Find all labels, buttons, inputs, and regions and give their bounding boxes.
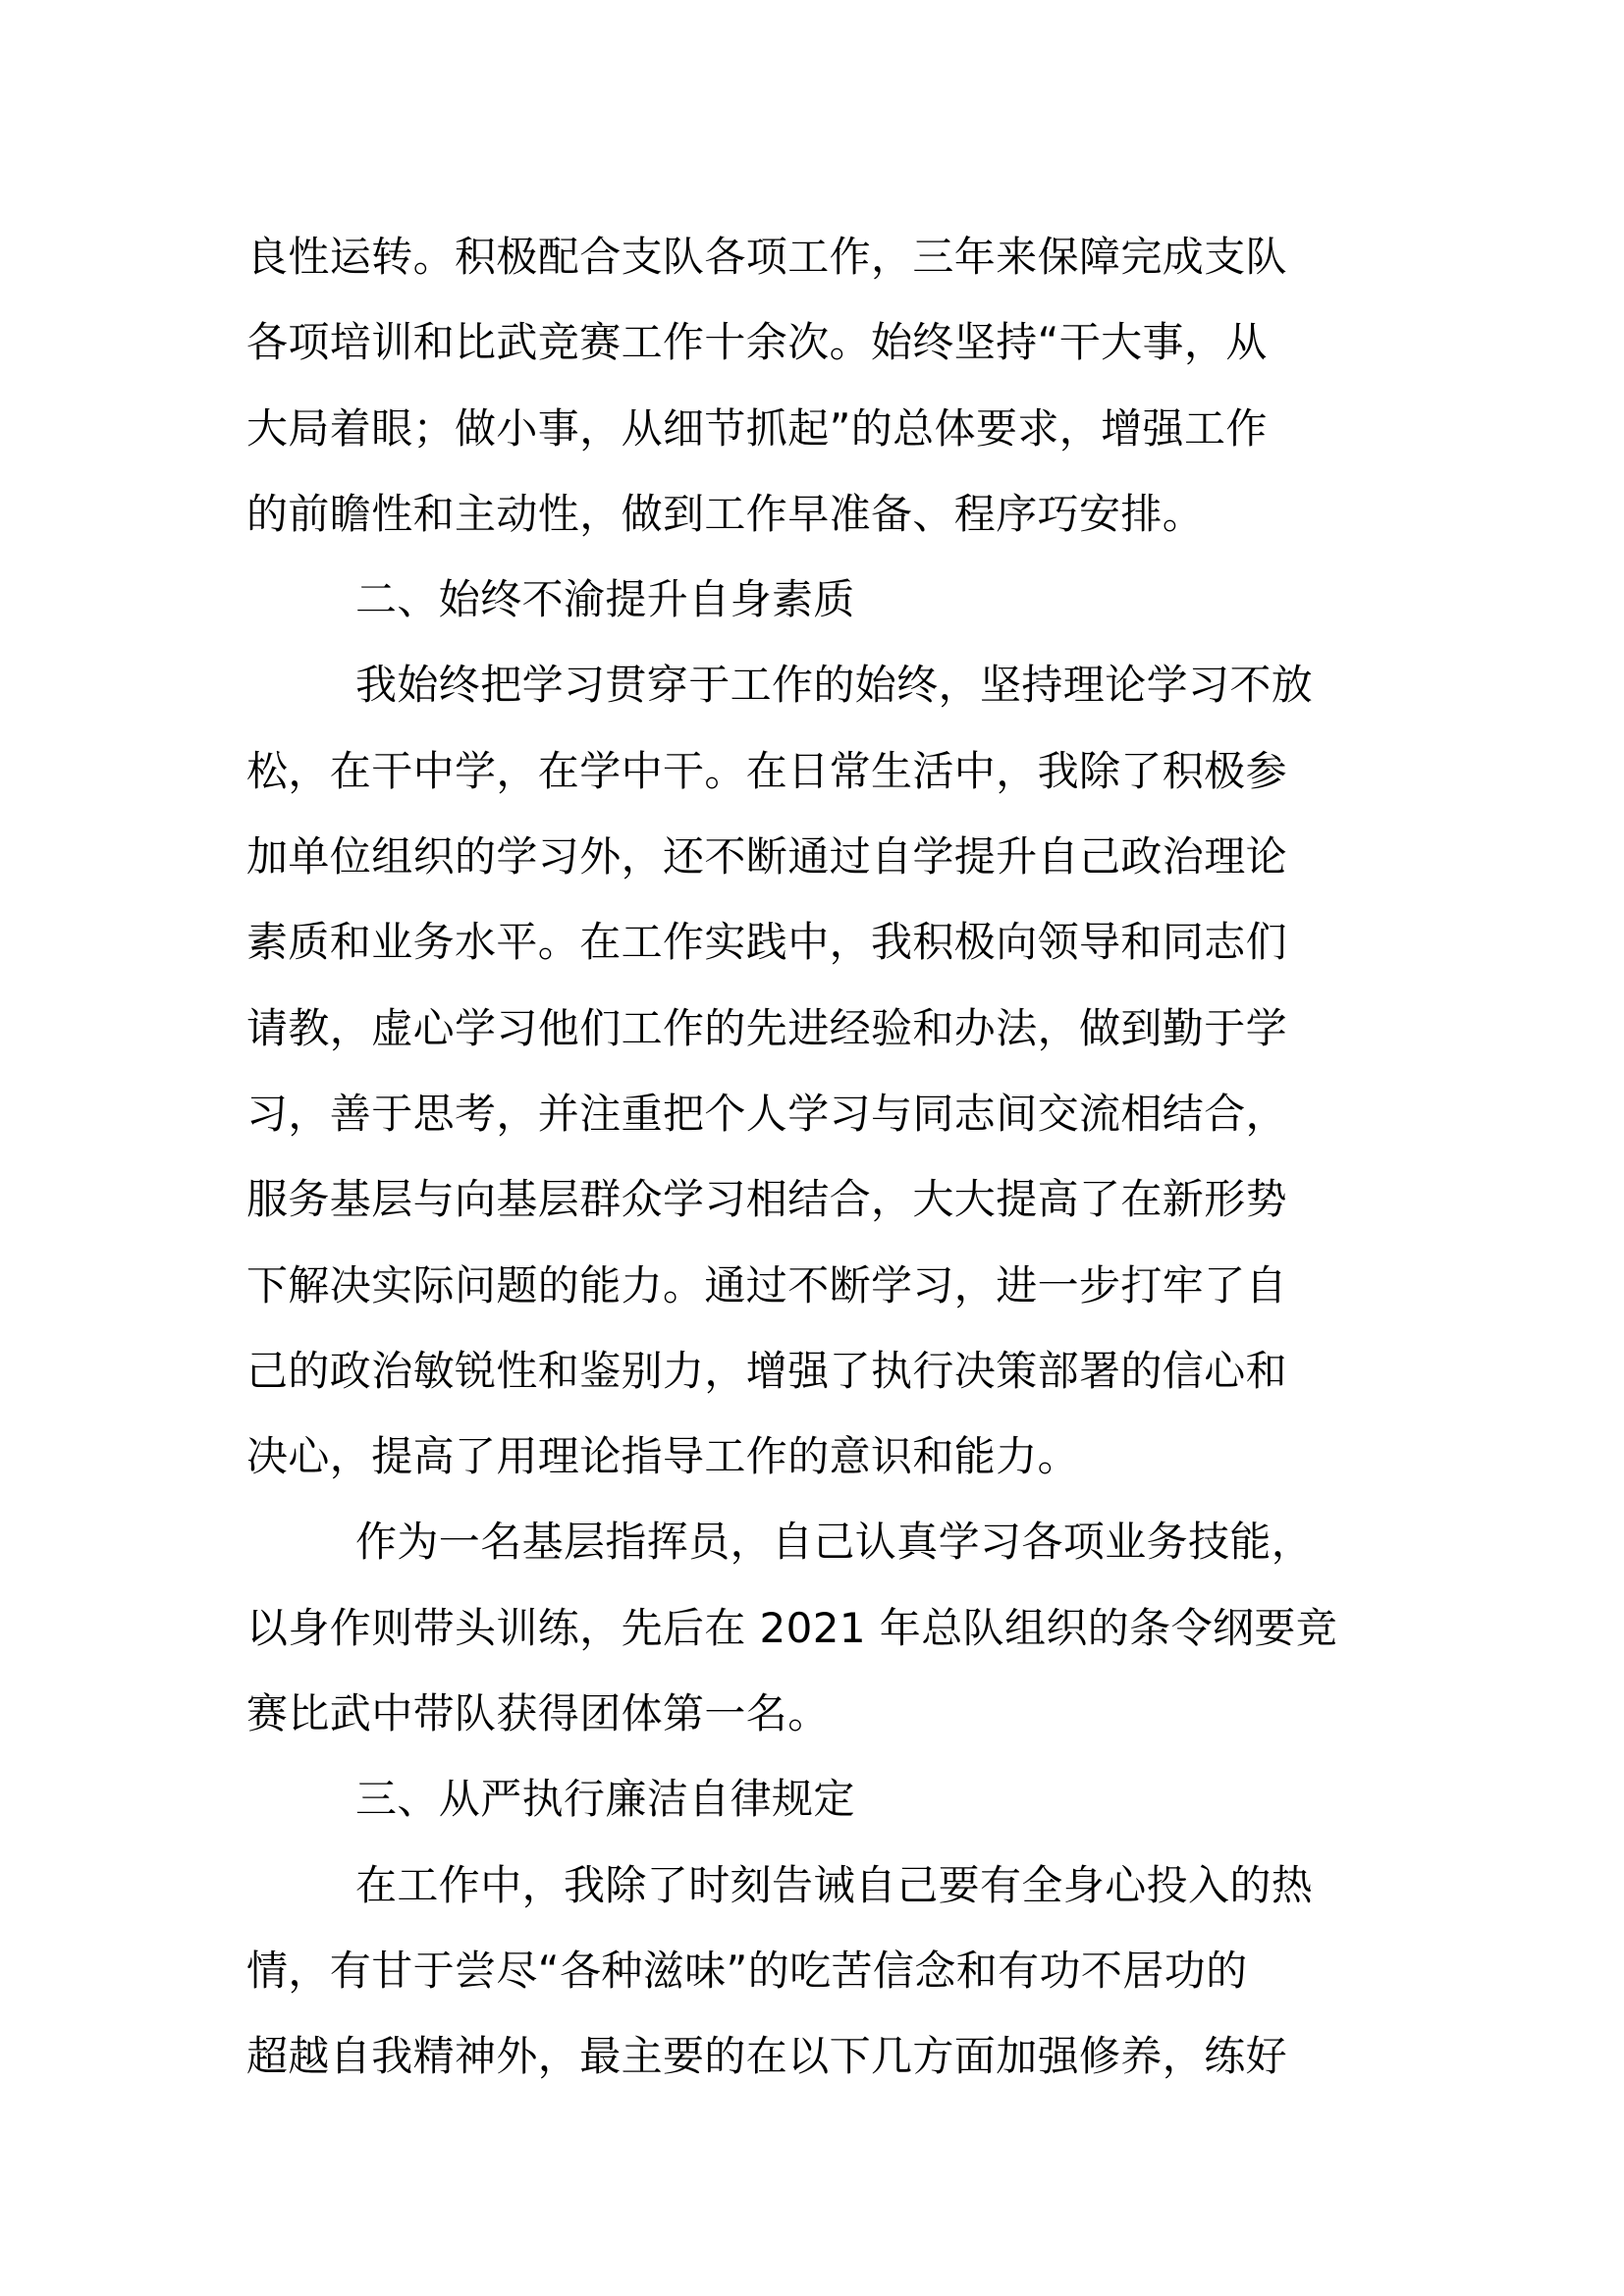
- text-line: 以身作则带头训练，先后在 2021 年总队组织的条令纲要竞: [246, 1603, 1338, 1652]
- text-line: 决心，提高了用理论指导工作的意识和能力。: [246, 1432, 1080, 1481]
- paragraph-study: [246, 642, 1378, 1499]
- document-page: [246, 214, 1378, 2100]
- heading-text: 二、始终不渝提升自身素质: [355, 575, 855, 624]
- paragraph-continuation: [246, 214, 1378, 557]
- paragraph-self-discipline: [246, 1842, 1378, 2100]
- text-line: 习，善于思考，并注重把个人学习与同志间交流相结合，: [246, 1089, 1288, 1138]
- text-line: 加单位组织的学习外，还不断通过自学提升自己政治理论: [246, 832, 1288, 881]
- paragraph-commander: [246, 1499, 1378, 1756]
- text-line: 松，在干中学，在学中干。在日常生活中，我除了积极参: [246, 746, 1288, 795]
- text-line: 作为一名基层指挥员，自己认真学习各项业务技能，: [355, 1518, 1314, 1567]
- text-line: 情，有甘于尝尽“各种滋味”的吃苦信念和有功不居功的: [246, 1946, 1248, 1995]
- text-line: 己的政治敏锐性和鉴别力，增强了执行决策部署的信心和: [246, 1346, 1288, 1395]
- section-heading-2: [246, 557, 1378, 642]
- text-line: 我始终把学习贯穿于工作的始终，坚持理论学习不放: [355, 661, 1314, 710]
- text-line: 下解决实际问题的能力。通过不断学习，进一步打牢了自: [246, 1260, 1288, 1309]
- text-line: 的前瞻性和主动性，做到工作早准备、程序巧安排。: [246, 489, 1205, 538]
- text-line: 超越自我精神外，最主要的在以下几方面加强修养，练好: [246, 2032, 1288, 2081]
- text-line: 服务基层与向基层群众学习相结合，大大提高了在新形势: [246, 1175, 1288, 1224]
- section-heading-3: [246, 1756, 1378, 1842]
- text-line: 在工作中，我除了时刻告诫自己要有全身心投入的热: [355, 1860, 1314, 1909]
- heading-text: 三、从严执行廉洁自律规定: [355, 1775, 855, 1824]
- text-line: 各项培训和比武竞赛工作十余次。始终坚持“干大事，从: [246, 318, 1268, 367]
- text-line: 赛比武中带队获得团体第一名。: [246, 1689, 830, 1738]
- text-line: 大局着眼；做小事，从细节抓起”的总体要求，增强工作: [246, 403, 1268, 453]
- text-line: 请教，虚心学习他们工作的先进经验和办法，做到勤于学: [246, 1003, 1288, 1052]
- text-line: 素质和业务水平。在工作实践中，我积极向领导和同志们: [246, 918, 1288, 967]
- text-line: 良性运转。积极配合支队各项工作，三年来保障完成支队: [246, 233, 1288, 281]
